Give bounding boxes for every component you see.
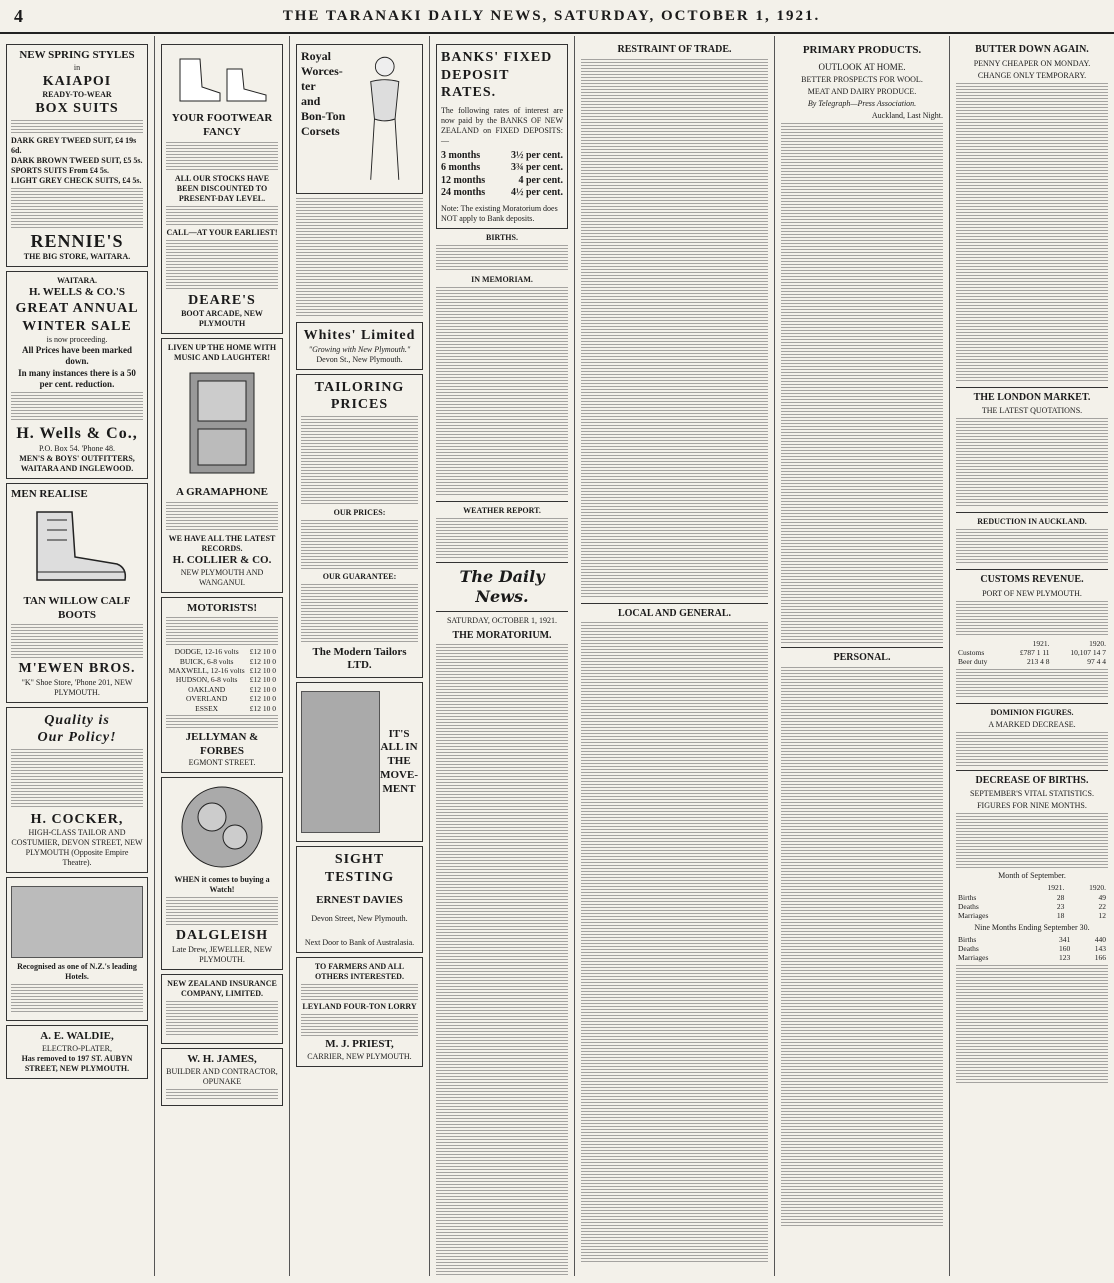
primary-text [781, 123, 943, 643]
cell-value: 18 [1056, 911, 1065, 921]
customs-heading: CUSTOMS REVENUE. [980, 574, 1084, 585]
car-price: £12 10 0 [249, 703, 276, 713]
gramophone-records: WE HAVE ALL THE LATEST RECORDS. [168, 533, 276, 553]
cell-value: 12 [1098, 911, 1106, 921]
rate-term: 24 months [441, 187, 486, 198]
wells-sale: GREAT ANNUAL WINTER SALE [15, 301, 139, 334]
personal-text [781, 667, 943, 1227]
whites-slogan: "Growing with New Plymouth." [308, 344, 411, 354]
insurance-ad [161, 974, 283, 1044]
mewen-text [11, 624, 143, 658]
row-label: Births [958, 934, 977, 944]
footwear-text [166, 142, 278, 172]
row-label: Marriages [958, 911, 989, 921]
banks-note: Note: The existing Moratorium does NOT apply to Bank deposits. [441, 203, 558, 223]
watch-head: WHEN it comes to buying a Watch! [174, 875, 270, 895]
battery-price-table [166, 647, 278, 713]
year-header: 1921. [1047, 883, 1065, 893]
cell-value: 341 [1059, 934, 1071, 944]
motorists-text-2 [166, 715, 278, 729]
year-header: 1920. [1089, 638, 1106, 648]
year-header: 1920. [1089, 883, 1106, 893]
row-label: Births [958, 892, 977, 902]
kaiapoi-brand: KAIAPOI [42, 73, 112, 89]
footwear-store: ALL OUR STOCKS HAVE BEEN DISCOUNTED TO PRESENT-DAY LEVEL. [174, 173, 270, 203]
cell-value: 213 4 8 [1027, 657, 1050, 667]
waldie-ad [6, 1025, 148, 1079]
cocker-quality: Quality is [44, 712, 110, 728]
car-name: HUDSON, 6-8 volts [175, 675, 238, 685]
london-text [956, 418, 1108, 508]
page-number: 4 [14, 5, 23, 26]
column-7 [950, 36, 1114, 1276]
dominion-heading: DOMINION FIGURES. [990, 707, 1074, 717]
kaiapoi-in: in [73, 62, 81, 72]
corset-figure-illustration [352, 49, 418, 189]
tailoring-text-2 [301, 520, 418, 570]
memoriam-heading: IN MEMORIAM. [471, 274, 533, 284]
wells-text [11, 392, 143, 422]
primary-by: By Telegraph—Press Association. [807, 99, 917, 108]
car-price: £12 10 0 [249, 684, 276, 694]
column-1 [0, 36, 155, 1276]
kaiapoi-item: DARK GREY TWEED SUIT, £4 19s 6d. [11, 135, 137, 155]
month-label: Month of September. [998, 871, 1066, 881]
priest-sub: CARRIER, NEW PLYMOUTH. [307, 1051, 412, 1061]
tailoring-head: TAILORING PRICES [314, 379, 405, 412]
table-row [166, 647, 278, 656]
hotel-ad [6, 877, 148, 1021]
primary-heading: PRIMARY PRODUCTS. [802, 44, 922, 56]
births-heading: BIRTHS. [486, 232, 518, 242]
motorists-ad [161, 597, 283, 774]
watch-works-illustration [301, 691, 380, 833]
hotel-illustration [11, 886, 143, 958]
motorists-head: MOTORISTS! [186, 601, 258, 614]
wells-now: is now proceeding. [46, 335, 108, 344]
deare-sub: BOOT ARCADE, NEW PLYMOUTH [181, 309, 263, 328]
watch-text [166, 897, 278, 925]
moratorium-heading: THE MORATORIUM. [452, 629, 552, 641]
farmers-head: TO FARMERS AND ALL OTHERS INTERESTED. [314, 961, 405, 981]
shoes-illustration [172, 49, 272, 109]
table-row [166, 675, 278, 684]
rate-row [441, 150, 563, 163]
table-row [166, 694, 278, 703]
hotel-text [11, 984, 143, 1014]
kaiapoi-item: SPORTS SUITS From £4 5s. [11, 165, 110, 175]
whites-name: Whites' Limited [303, 328, 416, 343]
corsets-heading [301, 49, 352, 189]
footwear-ad [161, 44, 283, 334]
rate-row [441, 162, 563, 175]
car-name: OVERLAND [186, 694, 228, 704]
james-ad [161, 1048, 283, 1106]
banks-intro: The following rates of interest are now paid by the BANKS OF NEW ZEALAND on FIXED DEPOSITS:— [441, 105, 563, 145]
movement-line: MENT [382, 782, 416, 795]
london-heading: THE LONDON MARKET. [973, 391, 1091, 403]
primary-sub3: MEAT AND DAIRY PRODUCE. [807, 87, 917, 96]
cocker-policy: Our Policy! [37, 730, 117, 746]
car-price: £12 10 0 [249, 675, 276, 685]
paper-date: SATURDAY, OCTOBER 1, 1921. [446, 615, 558, 625]
table-row [166, 666, 278, 675]
column-2 [155, 36, 290, 1276]
james-text [166, 1089, 278, 1099]
cell-value: 23 [1056, 901, 1065, 911]
cell-value: 166 [1094, 953, 1106, 963]
table-row [956, 944, 1108, 953]
births-text [436, 245, 568, 271]
mewen-head: MEN REALISE [11, 488, 88, 500]
wells-head: WAITARA. [56, 276, 98, 286]
tailoring-text [301, 416, 418, 506]
car-name: DODGE, 12-16 volts [174, 647, 239, 657]
sight-name: ERNEST DAVIES [316, 894, 403, 906]
table-row [956, 657, 1108, 666]
insurance-text [166, 1001, 278, 1037]
car-price: £12 10 0 [249, 656, 276, 666]
restraint-heading: RESTRAINT OF TRADE. [617, 44, 732, 55]
table-row [166, 704, 278, 713]
cell-value: 160 [1059, 944, 1071, 953]
memoriam-text [436, 287, 568, 497]
births-sub: SEPTEMBER'S VITAL STATISTICS. [970, 789, 1094, 799]
kaiapoi-item: LIGHT GREY CHECK SUITS, £4 5s. [11, 175, 142, 185]
banks-head: BANKS' FIXED DEPOSIT RATES. [441, 50, 553, 100]
movement-text [380, 728, 418, 797]
tailoring-text-3 [301, 584, 418, 644]
primary-sub: OUTLOOK AT HOME. [818, 61, 906, 72]
primary-place: Auckland, Last Night. [871, 111, 943, 120]
weather-heading: WEATHER REPORT. [463, 505, 541, 515]
kaiapoi-items [11, 136, 143, 186]
corsets-line: Bon-Ton [301, 109, 346, 123]
movement-line: IT'S [388, 727, 410, 740]
car-name: ESSEX [195, 703, 219, 713]
kaiapoi-rtw: READY-TO-WEAR [42, 90, 112, 100]
cell-value: 97 4 4 [1087, 657, 1106, 667]
watch-ad [161, 777, 283, 970]
james-sub: BUILDER AND CONTRACTOR, OPUNAKE [166, 1066, 278, 1086]
london-sub: THE LATEST QUOTATIONS. [981, 406, 1083, 415]
collier-name: H. COLLIER & CO. [172, 553, 272, 566]
dominion-sub: A MARKED DECREASE. [988, 719, 1076, 729]
tailoring-name: The Modern Tailors LTD. [312, 645, 407, 672]
rennies-name: RENNIE'S [30, 230, 124, 251]
whites-ad [296, 322, 423, 370]
vital-nine-table [956, 935, 1108, 963]
farmers-truck: LEYLAND FOUR-TON LORRY [302, 1001, 417, 1011]
rate-value: 4 per cent. [518, 174, 563, 186]
watch-movement-illustration [177, 782, 267, 872]
row-label: Deaths [958, 944, 979, 953]
primary-sub2: BETTER PROSPECTS FOR WOOL. [801, 75, 923, 84]
weather-text [436, 518, 568, 558]
corsets-ad [296, 44, 423, 194]
rate-value: 3¾ per cent. [510, 162, 563, 173]
deare-name: DEARE'S [188, 292, 256, 308]
kaiapoi-text-2 [11, 188, 143, 228]
table-row [166, 657, 278, 666]
customs-text [956, 601, 1108, 637]
rate-value: 4½ per cent. [510, 187, 563, 198]
table-row [956, 883, 1108, 892]
births-decrease-heading: DECREASE OF BIRTHS. [975, 774, 1089, 786]
column-4 [430, 36, 575, 1276]
rate-row [441, 175, 563, 188]
vital-month-table [956, 883, 1108, 921]
gramophone-head: LIVEN UP THE HOME WITH MUSIC AND LAUGHTER! [167, 343, 277, 362]
movement-line: ALL IN [380, 741, 418, 754]
car-name: BUICK, 6-8 volts [179, 656, 234, 666]
kaiapoi-ad [6, 44, 148, 267]
dalgleish-name: DALGLEISH [175, 928, 269, 944]
cell-value: 49 [1098, 892, 1106, 902]
column-6 [775, 36, 950, 1276]
cell-value: 22 [1098, 901, 1106, 911]
wells-prices: All Prices have been marked down. [22, 345, 132, 367]
cell-value: 143 [1094, 944, 1106, 953]
year-header: 1921. [1032, 638, 1050, 648]
corsets-text [296, 198, 423, 318]
hotel-caption: Recognised as one of N.Z.'s leading Hotels. [17, 962, 137, 982]
car-name: MAXWELL, 12-16 volts [168, 666, 245, 675]
customs-sub: PORT OF NEW PLYMOUTH. [982, 588, 1082, 598]
insurance-head: NEW ZEALAND INSURANCE COMPANY, LIMITED. [167, 978, 277, 998]
restraint-text [581, 59, 768, 599]
rate-row [441, 187, 563, 200]
corsets-line: Corsets [301, 124, 340, 138]
waldie-sub: ELECTRO-PLATER, [42, 1044, 112, 1053]
wells-ad [6, 271, 148, 479]
movement-ad [296, 682, 423, 842]
reduction-text [956, 529, 1108, 565]
farmers-text-2 [301, 1014, 418, 1036]
row-label: Beer duty [958, 657, 988, 667]
cell-value: 440 [1094, 934, 1106, 944]
footwear-text-2 [166, 206, 278, 226]
waldie-name: A. E. WALDIE, [40, 1030, 114, 1043]
table-row [956, 902, 1108, 911]
row-label: Deaths [958, 901, 979, 911]
masthead [0, 0, 1114, 34]
gramophone-illustration [172, 363, 272, 483]
mewen-boots: TAN WILLOW CALF BOOTS [23, 594, 131, 621]
farmers-ad [296, 957, 423, 1067]
cell-value: 10,107 14 7 [1070, 647, 1106, 657]
rate-term: 12 months [441, 174, 486, 186]
moratorium-text [436, 644, 568, 1276]
rate-term: 3 months [441, 149, 481, 161]
farmers-text [301, 984, 418, 1000]
cocker-name: H. COCKER, [30, 811, 124, 827]
cocker-sub: HIGH-CLASS TAILOR AND COSTUMIER, DEVON STREET, NEW PLYMOUTH (Opposite Empire Theatre). [11, 828, 143, 868]
customs-table [956, 639, 1108, 667]
car-price: £12 10 0 [249, 647, 276, 657]
movement-line: MOVE- [380, 768, 418, 781]
table-row [956, 648, 1108, 657]
car-name: OAKLAND [188, 684, 226, 694]
sight-addr: Devon Street, New Plymouth. [311, 913, 408, 923]
boot-illustration [17, 502, 137, 592]
customs-text-2 [956, 669, 1108, 699]
waldie-addr: Has removed to 197 ST. AUBYN STREET, NEW PLYMOUTH. [21, 1054, 133, 1073]
rate-value: 3½ per cent. [510, 149, 563, 161]
gramophone-ad [161, 338, 283, 593]
gramophone-name: A GRAMAPHONE [176, 486, 268, 498]
butter-sub: PENNY CHEAPER ON MONDAY. [973, 58, 1091, 68]
wells-reduction: In many instances there is a 50 per cent. reduction. [18, 367, 136, 389]
jellyman-sub: EGMONT STREET. [188, 758, 256, 768]
dominion-text [956, 732, 1108, 766]
collier-sub: NEW PLYMOUTH AND WANGANUI. [180, 567, 264, 587]
corsets-line: ter [301, 79, 316, 93]
butter-text [956, 83, 1108, 383]
column-3 [290, 36, 430, 1276]
james-name: W. H. JAMES, [187, 1052, 257, 1065]
movement-line: THE [387, 755, 411, 768]
wells-name: H. Wells & Co., [16, 425, 138, 442]
car-price: £12 10 0 [249, 666, 276, 675]
footwear-head: YOUR FOOTWEAR FANCY [171, 112, 273, 138]
motorists-text [166, 617, 278, 645]
jellyman-name: JELLYMAN & FORBES [185, 730, 259, 757]
births-decrease-text-2 [956, 965, 1108, 1085]
dalgleish-sub: Late Drew, JEWELLER, NEW PLYMOUTH. [171, 944, 273, 964]
tailoring-prices: OUR PRICES: [333, 507, 386, 517]
cell-value: 123 [1059, 953, 1071, 963]
table-row [956, 893, 1108, 902]
sight-next: Next Door to Bank of Australasia. [304, 937, 415, 947]
cell-value: £787 1 11 [1019, 647, 1050, 657]
kaiapoi-head: NEW SPRING STYLES [19, 49, 135, 61]
row-label: Marriages [958, 953, 989, 963]
priest-name: M. J. PRIEST, [325, 1037, 394, 1050]
cocker-ad [6, 707, 148, 874]
corsets-line: Royal [301, 49, 331, 63]
wells-firm: H. WELLS & CO.'S [28, 286, 126, 299]
gramophone-text [166, 502, 278, 532]
wells-dept: MEN'S & BOYS' OUTFITTERS, WAITARA AND INGLEWOOD. [19, 454, 135, 473]
kaiapoi-item: DARK BROWN TWEED SUIT, £5 5s. [11, 155, 143, 165]
rennies-sub: THE BIG STORE, WAITARA. [23, 252, 131, 262]
rate-term: 6 months [441, 162, 481, 173]
wells-box: P.O. Box 54. 'Phone 48. [38, 444, 116, 453]
butter-heading: BUTTER DOWN AGAIN. [975, 44, 1089, 55]
local-heading: LOCAL AND GENERAL. [617, 607, 732, 619]
deare-text [166, 240, 278, 290]
masthead-title: THE TARANAKI DAILY NEWS, SATURDAY, OCTOBER 1, 1921. [282, 7, 821, 24]
mewen-sub: "K" Shoe Store, 'Phone 201, NEW PLYMOUTH. [21, 677, 133, 697]
butter-sub2: CHANGE ONLY TEMPORARY. [977, 70, 1087, 80]
paper-nameplate: The Daily News. [459, 566, 545, 606]
sight-head: SIGHT TESTING [324, 852, 395, 885]
mewen-name: M'EWEN BROS. [18, 661, 136, 677]
cocker-text [11, 749, 143, 809]
tailoring-guarantee: OUR GUARANTEE: [322, 571, 397, 581]
banks-ad [436, 44, 568, 229]
row-label: Customs [958, 647, 985, 657]
table-row [166, 685, 278, 694]
table-row [956, 953, 1108, 962]
births-decrease-text [956, 813, 1108, 869]
whites-addr: Devon St., New Plymouth. [316, 354, 403, 364]
personal-heading: PERSONAL. [833, 652, 891, 663]
column-5 [575, 36, 775, 1276]
table-row [956, 639, 1108, 648]
reduction-heading: REDUCTION IN AUCKLAND. [977, 517, 1087, 526]
deare-call: CALL—AT YOUR EARLIEST! [166, 227, 278, 237]
table-row [956, 911, 1108, 920]
corsets-line: Worces- [301, 64, 343, 78]
kaiapoi-text [11, 120, 143, 134]
corsets-line: and [301, 94, 321, 108]
car-price: £12 10 0 [249, 694, 276, 704]
tailoring-ad [296, 374, 423, 679]
nine-label: Nine Months Ending September 30. [974, 922, 1090, 932]
mewen-ad [6, 483, 148, 703]
kaiapoi-box: BOX SUITS [35, 101, 119, 117]
sight-ad [296, 846, 423, 953]
table-row [956, 935, 1108, 944]
cell-value: 28 [1056, 892, 1065, 902]
births-sub2: FIGURES FOR NINE MONTHS. [977, 801, 1087, 811]
local-text [581, 622, 768, 1262]
